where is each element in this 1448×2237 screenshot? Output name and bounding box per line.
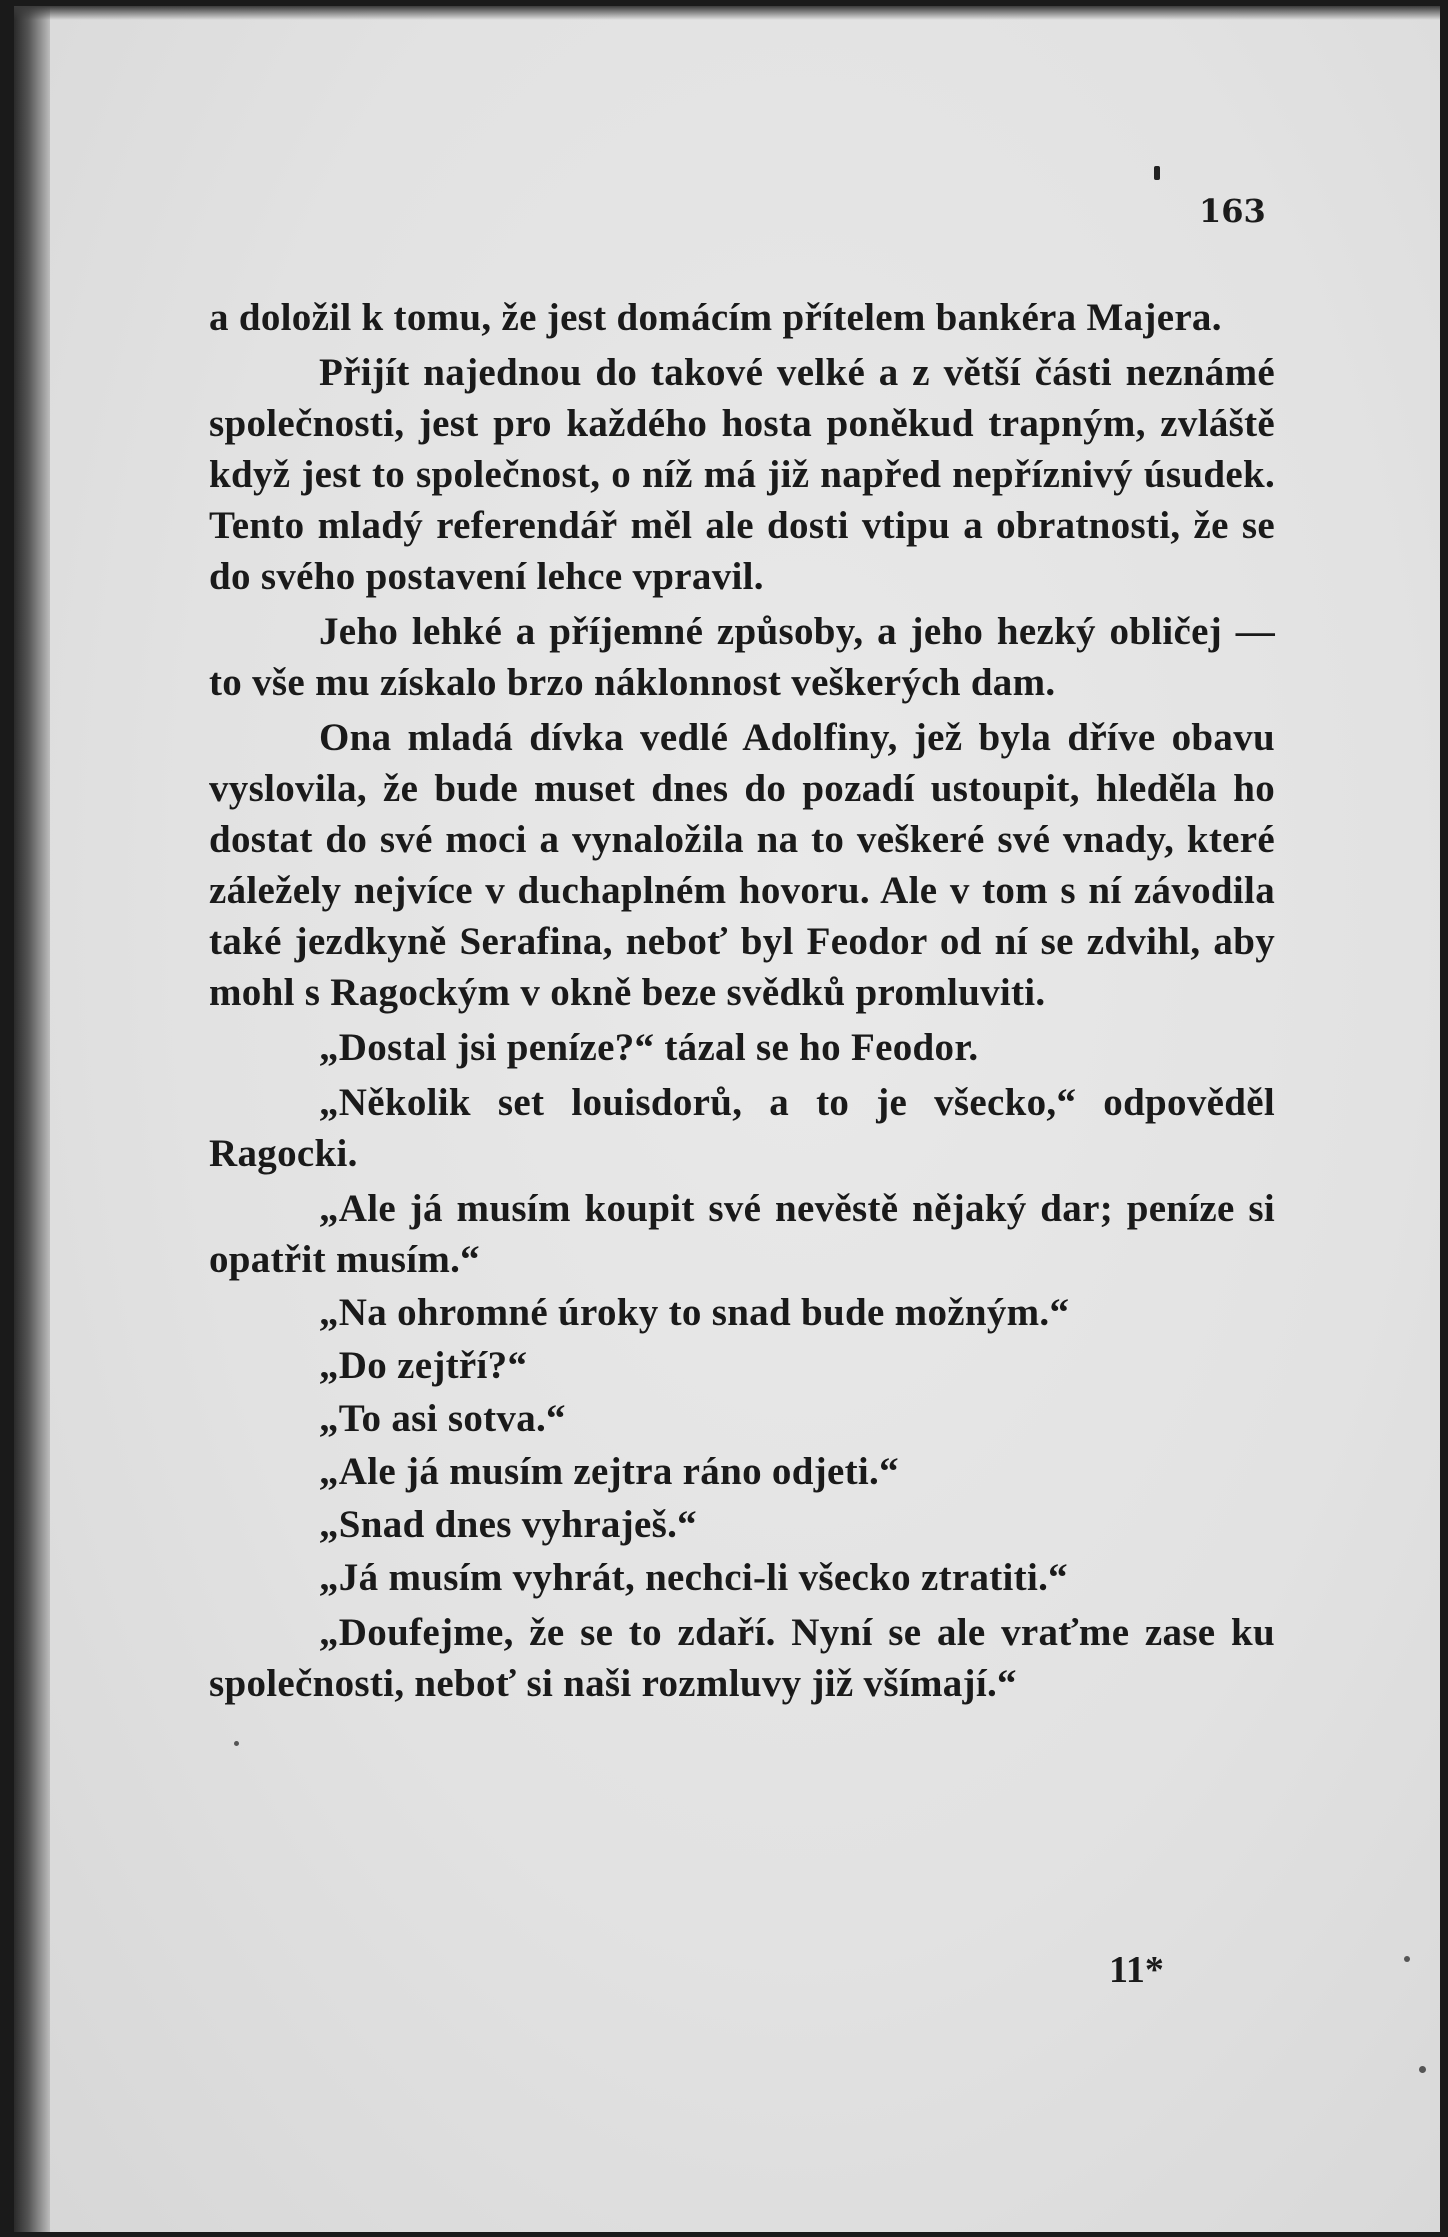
dialogue-line: „Do zejtří?“ bbox=[319, 1344, 528, 1387]
paragraph: a doložil k tomu, že jest domácím přítelem bankéra Majera. bbox=[209, 296, 1222, 339]
page-number: 163 bbox=[1199, 192, 1266, 230]
dialogue-line: „To asi sotva.“ bbox=[319, 1397, 566, 1440]
dialogue-line: „Ale já musím koupit své nevěstě nějaký dar; peníze si opatřit musím.“ bbox=[209, 1187, 1275, 1281]
body-text bbox=[209, 292, 1275, 1709]
dialogue-line: „Snad dnes vyhraješ.“ bbox=[319, 1503, 697, 1546]
dialogue-line: „Já musím vyhrát, nechci-li všecko ztratiti.“ bbox=[319, 1556, 1068, 1599]
paper-speck bbox=[1404, 1956, 1410, 1962]
dialogue-line: „Dostal jsi peníze?“ tázal se ho Feodor. bbox=[319, 1026, 979, 1069]
paper-speck bbox=[234, 1741, 239, 1746]
paragraph: Přijít najednou do takové velké a z větší části neznámé společnosti, jest pro každého hosta poněkud trapným, zvláště když jest to společnost, o níž má již napřed nepříznivý úsudek. Tento mladý referendář měl ale dosti vtipu a obratnosti, že se do svého postavení lehce vpravil. bbox=[209, 351, 1275, 598]
paper-speck bbox=[1154, 166, 1160, 180]
page-top-edge bbox=[14, 6, 1440, 20]
paper-speck bbox=[1419, 2066, 1426, 2073]
paragraph: Jeho lehké a příjemné způsoby, a jeho hezký obličej — to vše mu získalo brzo náklonnost veškerých dam. bbox=[209, 610, 1275, 704]
signature-mark: 11* bbox=[1109, 1949, 1164, 1991]
dialogue-line: „Na ohromné úroky to snad bude možným.“ bbox=[319, 1291, 1070, 1334]
dialogue-line: „Doufejme, že se to zdaří. Nyní se ale vraťme zase ku společnosti, neboť si naši rozmluvy již všímají.“ bbox=[209, 1611, 1275, 1705]
page-binding-edge bbox=[14, 6, 50, 2232]
dialogue-line: „Několik set louisdorů, a to je všecko,“ odpověděl Ragocki. bbox=[209, 1081, 1275, 1175]
dialogue-line: „Ale já musím zejtra ráno odjeti.“ bbox=[319, 1450, 899, 1493]
book-page bbox=[14, 6, 1440, 2232]
paragraph: Ona mladá dívka vedlé Adolfiny, jež byla dříve obavu vyslovila, že bude muset dnes do pozadí ustoupit, hleděla ho dostat do své moci a vynaložila na to veškeré své vnady, které záležely nejvíce v duchaplném hovoru. Ale v tom s ní závodila také jezdkyně Serafina, neboť byl Feodor od ní se zdvihl, aby mohl s Ragockým v okně beze svědků promluviti. bbox=[209, 716, 1275, 1014]
